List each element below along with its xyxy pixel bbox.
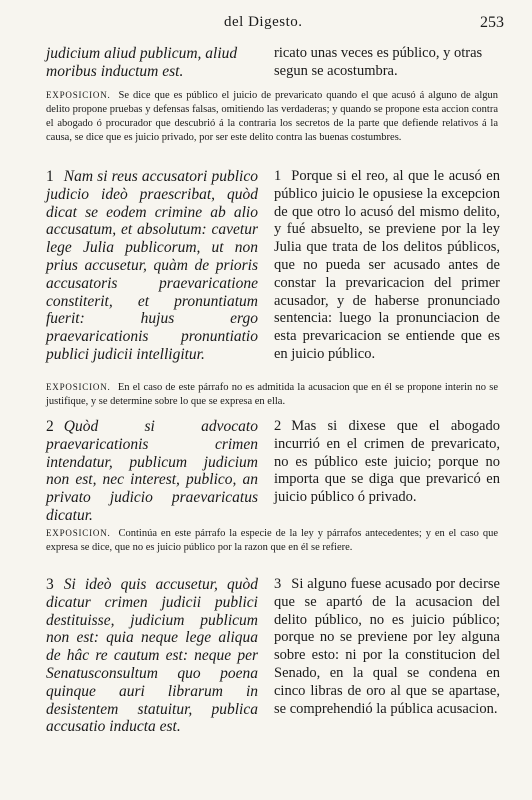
page-number: 253 — [480, 14, 504, 31]
running-title: del Digesto. — [224, 14, 303, 30]
section-3 — [46, 576, 500, 766]
latin-column — [46, 576, 258, 736]
exposicion-3 — [46, 526, 498, 555]
section-number: 2 — [46, 418, 54, 435]
exposicion-text: Continúa en este párrafo la especie de la ley y párrafos antecedentes; y en el caso que expresa se dice, que no es juicio público por la razon que en él se refiere. — [46, 528, 498, 553]
spanish-text: Si alguno fuese acusado por decirse que se apartó de la acusacion del delito público, no es juicio público; porque no se previene por ley alguna sobre esto: ni por la constitucion del Senado, en la qual se condena en cinco libras de oro al que se apartase, se comprehendió la pública acusacion. — [274, 576, 500, 717]
spanish-column — [274, 418, 500, 507]
latin-text: Nam si reus accusatori publico judicio ideò praescribat, quòd dicat se eodem crimine ab alio accusatum, et absolutum: cavetur lege Julia publicorum, ut non prius accusetur, quàm de prioris accusatoris praevaricatione constiterit, et pronuntiatum fuerit: hujus ergo praevaricationis pronuntiatio publici judicii intelligitur. — [46, 168, 258, 363]
exposicion-label: EXPOSICION. — [46, 528, 111, 538]
section-2 — [46, 418, 500, 524]
section-1 — [46, 168, 500, 378]
exposicion-text: Se dice que es público el juicio de prevaricato quando el que acusó á alguno de algun delito propone pruebas y defensas falsas, omitiendo las verdaderas; y quando se propone esta accion contra el abogado ó procurador que descubrió á la contraria los secretos de la parte que defiende relativos á la causa, se dice que es juicio privado, por ser este delito contra las buenas costumbres. — [46, 90, 498, 143]
top-continuation — [46, 45, 496, 85]
section-number: 2 — [274, 418, 282, 434]
spanish-text: Porque si el reo, al que le acusó en público juicio le opusiese la excepcion de que otro lo acusó del mismo delito, y fué absuelto, se previene por la ley Julia que trata de los delitos públicos, que no pueda ser acusado antes de constar la prevaricacion del primer acusador, y de haberse pronunciado sentencia: luego la pronunciacion de esta prevaricacion se entiende que es en juicio público. — [274, 168, 500, 362]
section-number: 1 — [46, 168, 54, 185]
latin-text: Si ideò quis accusetur, quòd dicatur crimen judicii publici destituisse, judicium publicum non est: quia neque lege aliqua de hâc re cautum est: neque per Senatusconsultum quo poena quinque auri librarum in desistentem statuitur, publica accusatio inducta est. — [46, 576, 258, 736]
exposicion-label: EXPOSICION. — [46, 90, 111, 100]
spanish-column — [274, 168, 500, 364]
exposicion-2 — [46, 380, 498, 409]
section-number: 1 — [274, 168, 282, 184]
latin-text: Quòd si advocato praevaricationis crimen intendatur, publicum judicium non est, nec interest, publico, an privato judicio praevaricatus dicatur. — [46, 418, 258, 524]
exposicion-text: En el caso de este párrafo no es admitida la acusacion que en él se propone interin no se justifique, y se determine sobre lo que se expresa en ella. — [46, 382, 498, 407]
page-header — [0, 14, 532, 36]
spanish-text: Mas si dixese que el abogado incurrió en el crimen de prevaricato, no es público este juicio; porque no importa que se diga que prevaricó en juicio público ó privado. — [274, 418, 500, 506]
latin-column — [46, 418, 258, 525]
section-number: 3 — [274, 576, 282, 592]
exposicion-label: EXPOSICION. — [46, 382, 111, 392]
spanish-column — [274, 576, 500, 718]
section-number: 3 — [46, 576, 54, 593]
exposicion-1 — [46, 88, 498, 145]
latin-column: judicium aliud publicum, aliud moribus inductum est. — [46, 45, 238, 80]
latin-column — [46, 168, 258, 364]
spanish-column: ricato unas veces es público, y otras segun se acostumbra. — [274, 45, 483, 79]
